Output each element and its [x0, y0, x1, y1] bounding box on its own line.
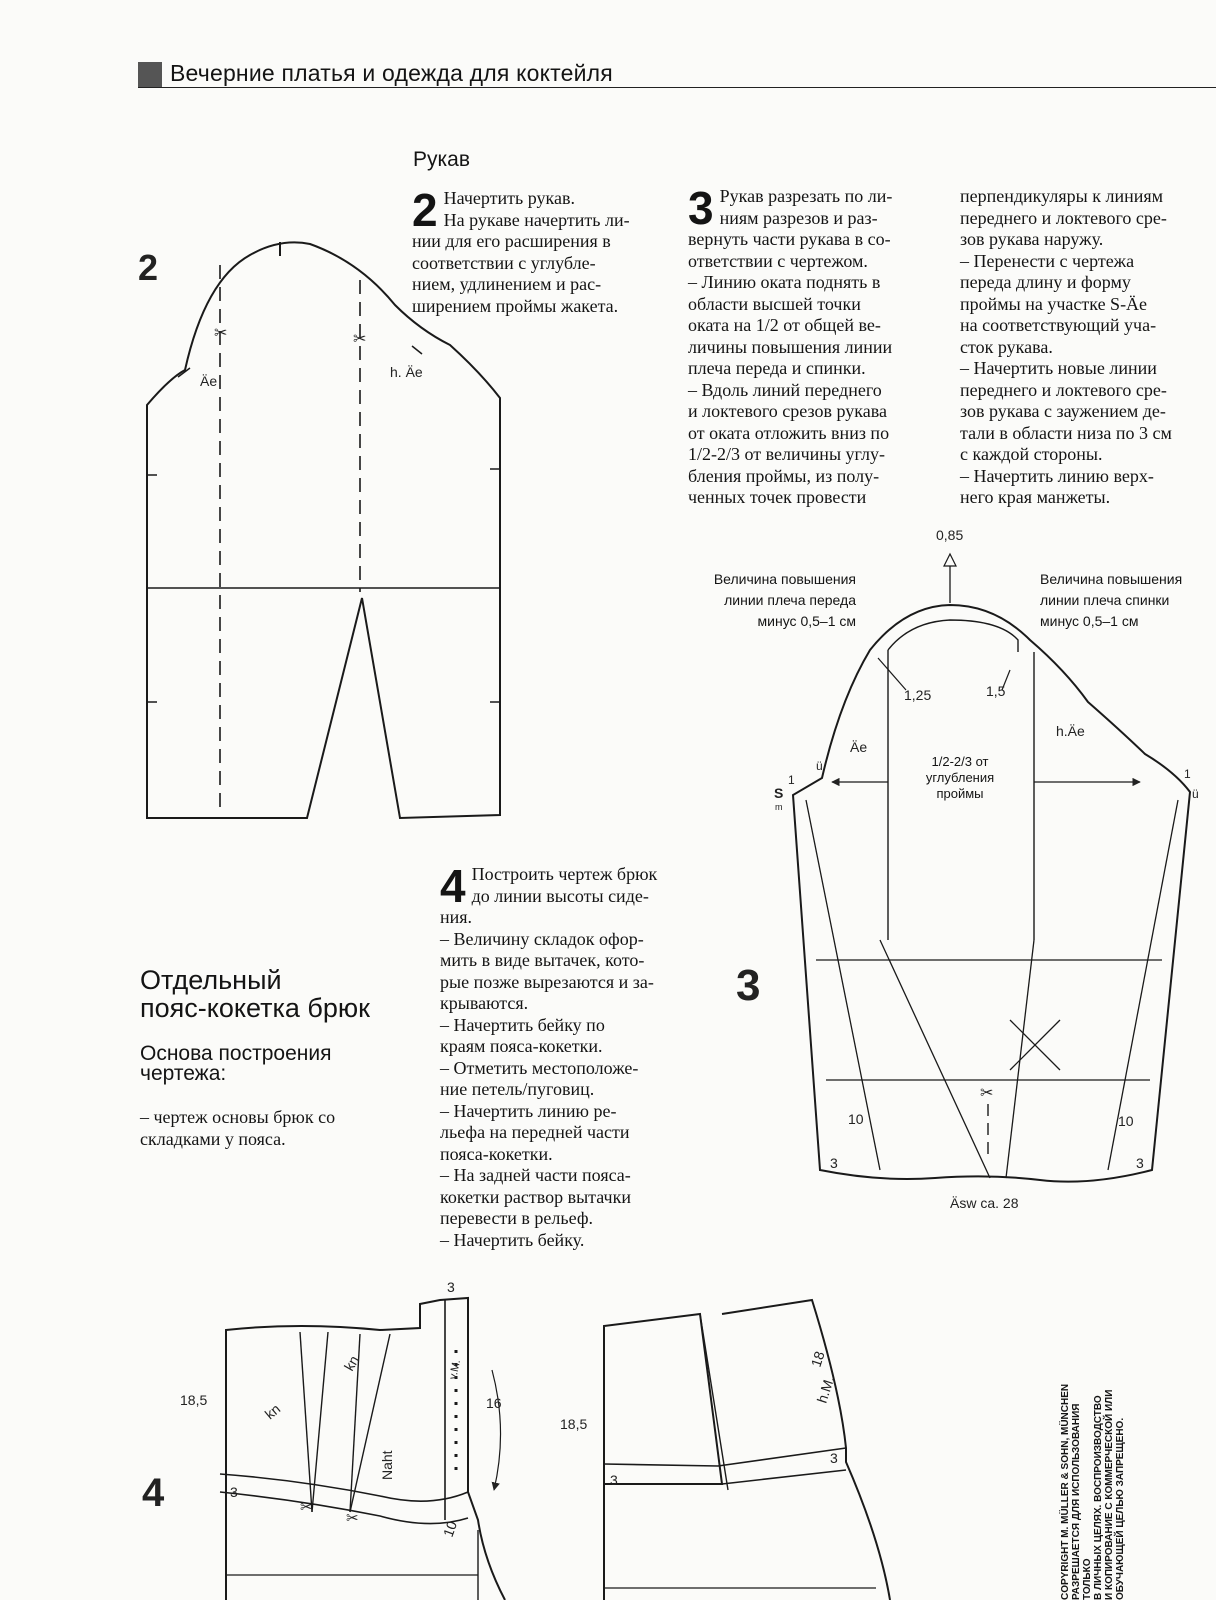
fig3-label-1: 1	[788, 773, 795, 787]
fig3-value-3: 3	[830, 1155, 838, 1171]
fig3-value-3: 3	[1136, 1155, 1144, 1171]
step3-line: 1/2-2/3 от величины углу-	[688, 444, 885, 464]
step3-line: ченных точек провести	[688, 487, 867, 507]
step4-number: 4	[440, 860, 466, 912]
step3-line: него края манжеты.	[960, 487, 1111, 507]
step3-line: перпендикуляры к линиям	[960, 186, 1164, 206]
step2-line: соответствии с углубле-	[412, 252, 596, 273]
fig3-label-hae: h.Äe	[1056, 723, 1085, 739]
fig3-label-ae: Äe	[850, 739, 868, 755]
fig3-note-line: минус 0,5–1 см	[1040, 613, 1139, 629]
step3-line: – Начертить новые линии	[960, 358, 1157, 378]
fig3-note-line: Величина повышения	[1040, 571, 1183, 587]
copyright-line: В ЛИЧНЫХ ЦЕЛЯХ. ВОСПРОИЗВОДСТВО	[1093, 1395, 1104, 1600]
step2-line: ширением проймы жакета.	[412, 295, 619, 316]
fig4-value-18: 18	[807, 1349, 828, 1369]
fig4-value-185: 18,5	[560, 1416, 588, 1432]
fig3-value-10: 10	[1118, 1113, 1134, 1129]
step4-line: Построить чертеж брюк	[471, 864, 658, 884]
step4-line: пояса-кокетки.	[440, 1143, 553, 1164]
fig4-scissors-icon: ✂	[300, 1499, 313, 1516]
fig3-center-line: углубления	[925, 770, 995, 785]
step3-line: переда длину и форму	[960, 272, 1131, 292]
fig4-label-hm: h.M.	[813, 1374, 838, 1405]
step3-line: ниям разрезов и раз-	[719, 207, 878, 228]
fig4-value-3: 3	[830, 1450, 838, 1466]
step4-line: ния.	[440, 907, 473, 927]
fig3-top-value: 0,85	[936, 527, 964, 543]
fig3-label-asw: Äsw ca. 28	[950, 1195, 1019, 1211]
fig3-center-line: проймы	[936, 786, 984, 801]
step3-line: Рукав разрезать по ли-	[719, 186, 893, 206]
step4-line: крываются.	[440, 993, 529, 1013]
fig3-label-s: S	[774, 785, 784, 801]
step3-line: от оката отложить вниз по	[688, 422, 890, 443]
step3-line: и локтевого срезов рукава	[688, 401, 887, 421]
step4-line: до линии высоты сиде-	[471, 885, 649, 906]
belt-heading-line: пояс-кокетка брюк	[140, 993, 370, 1023]
step2-line: Начертить рукав.	[443, 188, 575, 208]
fig3-scissors-icon: ✂	[980, 1085, 994, 1102]
step4-line: льефа на передней части	[440, 1122, 630, 1142]
step3-line: – Линию оката поднять в	[688, 272, 881, 292]
fig4-value-3: 3	[230, 1484, 238, 1500]
step4-line: краям пояса-кокетки.	[440, 1036, 603, 1056]
step4-line: мить в виде вытачек, кото-	[440, 950, 645, 970]
fig2-label-ae: Äe	[200, 373, 218, 389]
fig4-value-3: 3	[610, 1472, 618, 1488]
step3-line: – Начертить линию верх-	[960, 465, 1154, 486]
copyright-line: И КОПИРОВАНИЕ С КОММЕРЧЕСКОЙ ИЛИ	[1104, 1389, 1115, 1600]
figure2-number: 2	[138, 247, 159, 288]
step3-line: – Перенести с чертежа	[960, 250, 1135, 271]
fig4-label-kn: kn	[261, 1400, 284, 1423]
step3-line: бления проймы, из полу-	[688, 465, 880, 486]
step3-line: ответствии с чертежом.	[688, 250, 868, 271]
step4-line: – Начертить бейку.	[440, 1229, 585, 1250]
step3-line: на соответствующий уча-	[960, 315, 1157, 335]
fig3-note-line: Величина повышения	[713, 571, 856, 587]
fig4-label-vm: v.M.	[447, 1358, 464, 1381]
fig4-value-185: 18,5	[180, 1392, 208, 1408]
page-header-title: Вечерние платья и одежда для коктейля	[170, 60, 613, 86]
figure3-number: 3	[736, 961, 761, 1010]
step3-line: оката на 1/2 от общей ве-	[688, 315, 881, 335]
step2-line: На рукаве начертить ли-	[443, 209, 630, 230]
step3-line: плеча переда и спинки.	[688, 358, 866, 378]
fig3-note-line: линии плеча спинки	[1040, 592, 1170, 608]
fig2-scissors-icon: ✂	[214, 325, 228, 342]
step3-line: с каждой стороны.	[960, 444, 1103, 464]
fig3-label-1: 1	[1184, 767, 1191, 781]
fig4-label-kn: kn	[340, 1352, 362, 1374]
belt-subheading-line: чертежа:	[140, 1062, 227, 1085]
step3-line: сток рукава.	[960, 336, 1053, 357]
step4-line: – Начертить бейку по	[440, 1014, 605, 1035]
fig3-value-15: 1,5	[986, 683, 1006, 699]
fig2-scissors-icon: ✂	[353, 331, 367, 348]
step3-line: вернуть части рукава в со-	[688, 229, 891, 249]
step4-line: – Величину складок офор-	[440, 928, 644, 949]
step3-line: области высшей точки	[688, 293, 861, 314]
figure4-back-drawing	[604, 1300, 890, 1600]
fig3-value-10: 10	[848, 1111, 864, 1127]
step4-line: – На задней части пояса-	[440, 1165, 631, 1185]
step2-number: 2	[412, 184, 438, 236]
belt-heading-line: Отдельный	[140, 965, 282, 995]
copyright-line: ОБУЧАЮЩЕЙ ЦЕЛЬЮ ЗАПРЕЩЕНО.	[1115, 1417, 1126, 1600]
step3-line: переднего и локтевого сре-	[960, 379, 1167, 400]
belt-basis-line: складками у пояса.	[140, 1129, 286, 1149]
fig3-value-125: 1,25	[904, 687, 932, 703]
fig3-note-line: линии плеча переда	[724, 592, 856, 608]
step3-line: зов рукава наружу.	[960, 229, 1104, 249]
figure2-sleeve-drawing	[147, 242, 500, 818]
step4-line: кокетки раствор вытачки	[440, 1186, 631, 1207]
fig2-label-hae: h. Äe	[390, 364, 423, 380]
step3-line: зов рукава с заужением де-	[960, 401, 1166, 421]
fig3-label-u: ü	[1192, 787, 1199, 801]
step4-line: – Начертить линию ре-	[440, 1100, 617, 1121]
belt-subheading-line: Основа построения	[140, 1042, 332, 1065]
figure4-number: 4	[142, 1471, 165, 1515]
fig4-value-10: 10	[439, 1518, 461, 1540]
figure4-front-drawing	[220, 1298, 505, 1600]
step3-number: 3	[688, 182, 714, 234]
fig3-note-line: минус 0,5–1 см	[757, 613, 856, 629]
copyright-line: РАЗРЕШАЕТСЯ ДЛЯ ИСПОЛЬЗОВАНИЯ ТОЛЬКО	[1071, 1403, 1093, 1600]
fig4-value-3: 3	[447, 1279, 455, 1295]
step3-line: – Вдоль линий переднего	[688, 379, 882, 400]
step4-line: – Отметить местоположе-	[440, 1057, 639, 1078]
fig4-scissors-icon: ✂	[346, 1510, 359, 1527]
belt-basis-line: – чертеж основы брюк со	[140, 1107, 336, 1127]
step4-line: ние петель/пуговиц.	[440, 1079, 595, 1099]
fig3-label-m: m	[775, 802, 783, 812]
step3-line: личины повышения линии	[688, 336, 893, 357]
step4-line: рые позже вырезаются и за-	[440, 971, 654, 992]
step2-line: нии для его расширения в	[412, 231, 611, 251]
fig4-label-naht: Naht	[379, 1450, 395, 1480]
fig3-label-u: ü	[816, 759, 823, 773]
copyright-line: COPYRIGHT M. MÜLLER & SOHN, MÜNCHEN	[1060, 1383, 1071, 1600]
sleeve-heading: Рукав	[413, 148, 470, 171]
step3-line: переднего и локтевого сре-	[960, 207, 1167, 228]
fig3-center-line: 1/2-2/3 от	[931, 754, 989, 769]
step3-line: проймы на участке S-Äe	[960, 293, 1148, 314]
step2-line: нием, удлинением и рас-	[412, 274, 602, 294]
step3-line: тали в области низа по 3 см	[960, 422, 1172, 443]
fig4-value-16: 16	[486, 1395, 502, 1411]
step4-line: перевести в рельеф.	[440, 1208, 593, 1228]
